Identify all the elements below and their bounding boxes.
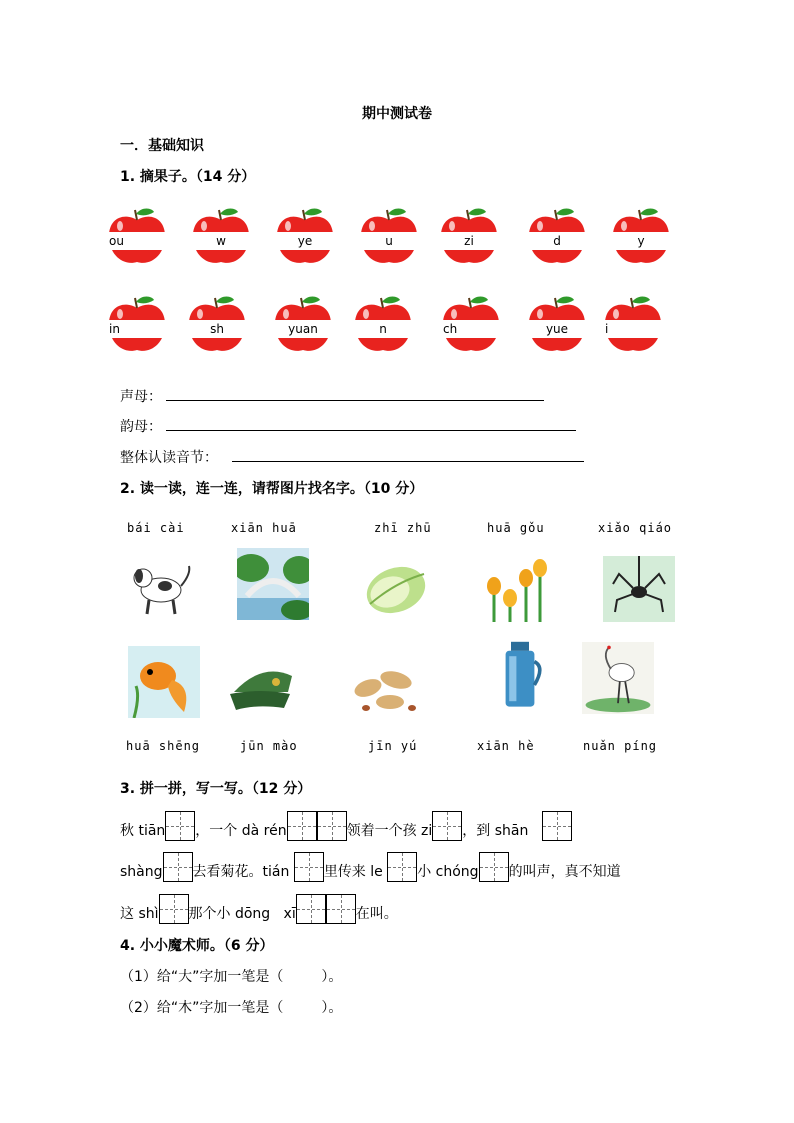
apple-fruit[interactable] [610, 206, 672, 268]
tianzige-box[interactable] [317, 811, 347, 841]
apple-pinyin-label: d [526, 232, 588, 250]
goldfish-picture[interactable] [128, 646, 200, 718]
text-fragment: 那个小 dōng [188, 906, 271, 922]
tianzige-box[interactable] [542, 811, 572, 841]
apple-pinyin-label: ch [440, 320, 502, 338]
apple-pinyin-label: u [358, 232, 420, 250]
tianzige-box[interactable] [163, 852, 193, 882]
peanut-picture[interactable] [350, 652, 422, 724]
pinyin-top-2: xiān huā [231, 521, 297, 535]
shengmu-label: 声母： [120, 389, 162, 405]
question-3-heading: 3. 拼一拼，写一写。（12 分） [120, 781, 312, 797]
magic-item-1 [120, 966, 342, 986]
text-fragment: 里传来 le [323, 864, 383, 880]
fill-sentence-line-2 [120, 852, 621, 882]
item-text: （1）给“大”字加一笔是（ [120, 969, 284, 985]
tianzige-box[interactable] [432, 811, 462, 841]
page-title: 期中测试卷 [362, 106, 432, 122]
army-cap-picture[interactable] [226, 652, 298, 724]
shengmu-answer-line[interactable] [166, 400, 544, 401]
pinyin-top-5: xiǎo qiáo [598, 521, 673, 535]
text-fragment: ，到 shān [462, 823, 529, 839]
tianzige-box[interactable] [165, 811, 195, 841]
pinyin-bottom-2: jūn mào [240, 739, 298, 753]
fill-sentence-line-1 [120, 811, 572, 841]
tianzige-box[interactable] [159, 894, 189, 924]
spider-picture[interactable] [603, 556, 675, 628]
pinyin-bottom-5: nuǎn píng [583, 739, 658, 753]
apple-fruit[interactable] [526, 206, 588, 268]
apple-pinyin-label: zi [438, 232, 500, 250]
zhengti-label: 整体认读音节： [120, 450, 218, 466]
apple-fruit[interactable] [438, 206, 500, 268]
text-fragment: 小 chóng [417, 864, 479, 880]
apple-fruit[interactable] [106, 206, 168, 268]
apple-fruit[interactable] [186, 294, 248, 356]
text-fragment: 在叫。 [355, 906, 398, 922]
pinyin-top-1: bái cài [127, 521, 185, 535]
pinyin-bottom-3: jīn yú [368, 739, 418, 753]
apple-pinyin-label: n [352, 320, 414, 338]
dog-picture[interactable] [125, 550, 197, 622]
question-2-heading: 2. 读一读，连一连，请帮图片找名字。（10 分） [120, 481, 424, 497]
crane-picture[interactable] [582, 642, 654, 714]
question-1-heading: 1. 摘果子。（14 分） [120, 169, 256, 185]
yunmu-answer-line[interactable] [166, 430, 576, 431]
pinyin-bottom-4: xiān hè [477, 739, 535, 753]
apple-fruit[interactable] [272, 294, 334, 356]
apple-pinyin-label: yue [526, 320, 588, 338]
tianzige-box[interactable] [326, 894, 356, 924]
apple-fruit[interactable] [352, 294, 414, 356]
apple-pinyin-label: ou [106, 232, 168, 250]
apple-pinyin-label: yuan [272, 320, 334, 338]
apple-fruit[interactable] [602, 294, 664, 356]
bridge-picture[interactable] [237, 548, 309, 620]
text-fragment: 去看菊花。tián [192, 864, 290, 880]
apple-fruit[interactable] [358, 206, 420, 268]
yunmu-label: 韵母： [120, 419, 162, 435]
apple-fruit[interactable] [106, 294, 168, 356]
item-text: （2）给“木”字加一笔是（ [120, 1000, 284, 1016]
pinyin-top-4: huā gǒu [487, 521, 545, 535]
tianzige-box[interactable] [387, 852, 417, 882]
section-heading: 一．基础知识 [120, 138, 204, 154]
magic-item-2 [120, 997, 342, 1017]
apple-pinyin-label: y [610, 232, 672, 250]
apple-fruit[interactable] [190, 206, 252, 268]
apple-fruit[interactable] [274, 206, 336, 268]
apple-pinyin-label: sh [186, 320, 248, 338]
text-fragment: 的叫声，真不知道 [508, 864, 621, 880]
text-fragment: 秋 tiān [120, 823, 166, 839]
pinyin-top-3: zhī zhū [374, 521, 432, 535]
pinyin-bottom-1: huā shēng [126, 739, 201, 753]
tianzige-box[interactable] [479, 852, 509, 882]
tulip-picture[interactable] [480, 552, 552, 624]
item-text: ）。 [321, 969, 343, 985]
apple-fruit[interactable] [440, 294, 502, 356]
text-fragment: 领着一个孩 zi [346, 823, 433, 839]
text-fragment: 这 shì [120, 906, 159, 922]
thermos-picture[interactable] [484, 640, 556, 712]
text-fragment: shàng [120, 864, 163, 880]
apple-pinyin-label: in [106, 320, 168, 338]
item-text: ）。 [321, 1000, 343, 1016]
apple-fruit[interactable] [526, 294, 588, 356]
apple-pinyin-label: w [190, 232, 252, 250]
tianzige-box[interactable] [294, 852, 324, 882]
cabbage-picture[interactable] [360, 552, 432, 624]
fill-sentence-line-3 [120, 894, 398, 924]
apple-pinyin-label: i [602, 320, 664, 338]
text-fragment: xī [283, 906, 296, 922]
question-4-heading: 4. 小小魔术师。（6 分） [120, 938, 274, 954]
zhengti-answer-line[interactable] [232, 461, 584, 462]
text-fragment: ，一个 dà rén [195, 823, 287, 839]
apple-pinyin-label: ye [274, 232, 336, 250]
tianzige-box[interactable] [296, 894, 326, 924]
tianzige-box[interactable] [287, 811, 317, 841]
